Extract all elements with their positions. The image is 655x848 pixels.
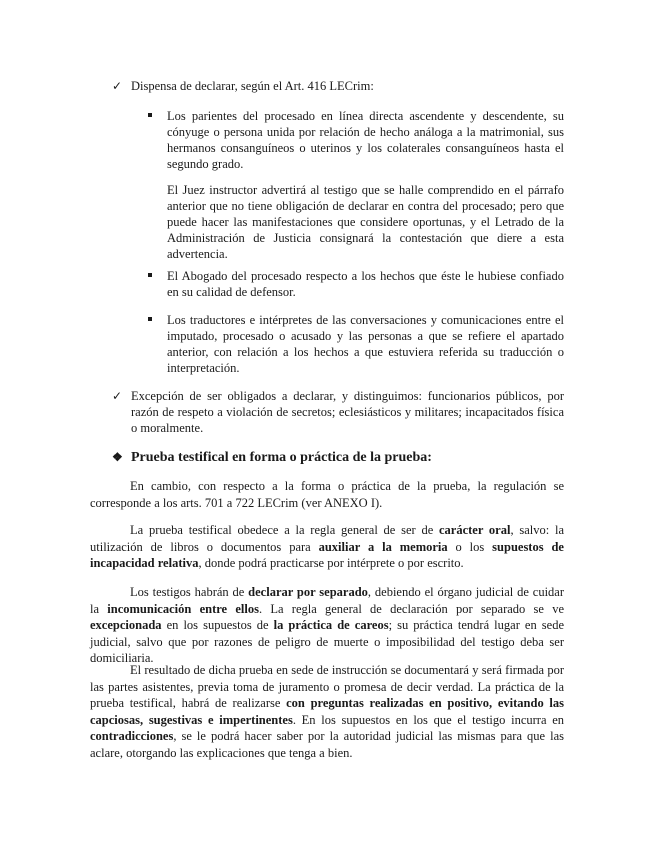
checkmark-icon: ✓ <box>112 389 123 403</box>
section-heading-text: Prueba testifical en forma o práctica de la prueba: <box>131 450 432 465</box>
bullet-item-text: El Abogado del procesado respecto a los hechos que éste le hubiese confiado en su calidad de defensor. <box>167 269 564 299</box>
bold-term: supuestos de incapacidad relativa <box>90 539 564 570</box>
bullet-item-traductores <box>148 312 564 376</box>
bold-term: excepcionada <box>90 618 162 632</box>
checkmark-icon: ✓ <box>112 79 123 93</box>
paragraph-resultado-prueba: El resultado de dicha prueba en sede de instrucción se documentará y será firmada por las partes asistentes, previa toma de juramento o promesa de decir verdad. La práctica de la prueba testifical, habrá de realizarse con preguntas realizadas en positivo, evitando las capciosas, sugestivas e impertinentes. En los supuestos en los que el testigo incurra en contradicciones, se le podrá hacer saber por la autoridad judicial las mismas para que las aclare, otorgando las explicaciones que tenga a bien. <box>90 663 564 760</box>
bullet-item-parientes <box>148 108 564 172</box>
bullet-item-abogado <box>148 268 564 300</box>
bold-term: auxiliar a la memoria <box>318 539 448 554</box>
square-bullet-icon <box>148 317 152 321</box>
square-bullet-icon <box>148 273 152 277</box>
checklist-item-text: Excepción de ser obligados a declarar, y distinguimos: funcionarios públicos, por razón de respeto a violación de secretos; eclesiásticos y militares; incapacitados física o moralmente. <box>131 389 564 435</box>
bullet-item-text: Los traductores e intérpretes de las conversaciones y comunicaciones entre el imputado, procesado o acusado y las personas a que se refiere el apartado anterior, con relación a los hechos a que estuviera referida su traducción o interpretación. <box>167 313 564 375</box>
paragraph-forma-practica: En cambio, con respecto a la forma o práctica de la prueba, la regulación se corresponde a los arts. 701 a 722 LECrim (ver ANEXO I). <box>90 479 564 510</box>
bold-term: la práctica de careos <box>273 618 389 632</box>
square-bullet-icon <box>148 113 152 117</box>
checklist-item-text: Dispensa de declarar, según el Art. 416 LECrim: <box>131 79 374 93</box>
section-heading <box>112 448 564 467</box>
bullet-item-text: Los parientes del procesado en línea directa ascendente y descendente, su cónyuge o persona unida por relación de hecho análoga a la matrimonial, sus hermanos consanguíneos o uterinos y los colaterales consanguíneos hasta el segundo grado. <box>167 109 564 171</box>
paragraph-caracter-oral: La prueba testifical obedece a la regla general de ser de carácter oral, salvo: la utilización de libros o documentos para auxiliar a la memoria o los supuestos de incapacidad relativa, donde podrá practicarse por intérprete o por escrito. <box>90 523 564 570</box>
bold-term: contradicciones <box>90 729 174 743</box>
diamond-bullet-icon: ❖ <box>112 450 123 464</box>
checklist-item-dispensa <box>112 78 564 94</box>
bold-term: con preguntas realizadas en positivo, evitando las capciosas, sugestivas e impertinentes <box>90 696 564 727</box>
paragraph-declarar-separado: Los testigos habrán de declarar por separado, debiendo el órgano judicial de cuidar la incomunicación entre ellos. La regla general de declaración por separado se ve excepcionada en los supuestos de la práctica de careos; su práctica tendrá lugar en sede judicial, salvo que por razones de peligro de muerte o imposibilidad del testigo deba ser domiciliaria. <box>90 585 565 665</box>
bold-term: carácter oral <box>439 523 511 537</box>
bold-term: incomunicación entre ellos <box>107 601 259 616</box>
juez-advertencia-paragraph: El Juez instructor advertirá al testigo que se halle comprendido en el párrafo anterior que no tiene obligación de declarar en contra del procesado; pero que puede hacer las manifestaciones que considere oportunas, y el Letrado de la Administración de Justicia consignará la contestación que diere a esta advertencia. <box>167 183 564 261</box>
checklist-item-excepcion <box>112 388 564 436</box>
bold-term: declarar por separado <box>248 585 368 599</box>
